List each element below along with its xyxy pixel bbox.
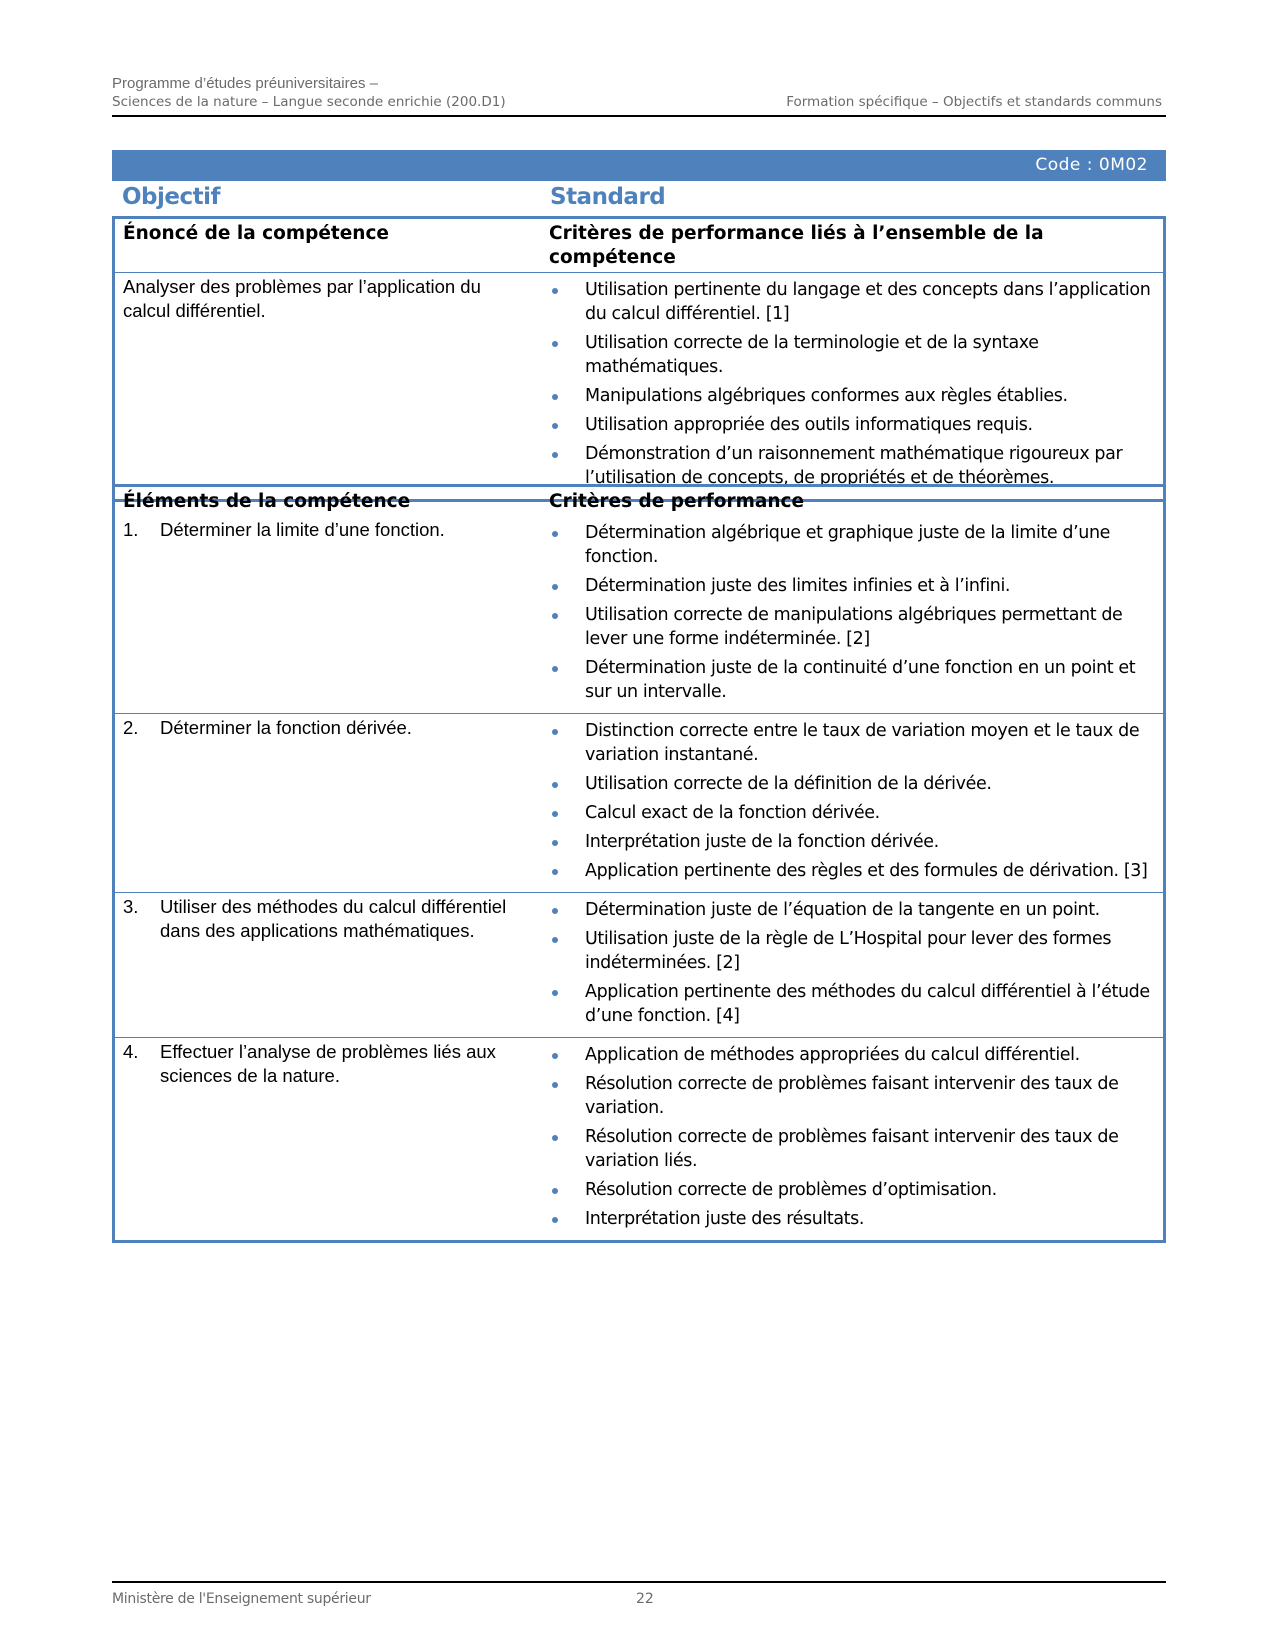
element-row [114,893,1165,1038]
element-row [114,1038,1165,1242]
criterion-item: Résolution correcte de problèmes faisant intervenir des taux de variation liés. [549,1125,1155,1173]
criterion-item: Interprétation juste de la fonction dérivée. [549,830,1155,854]
criterion-item: Interprétation juste des résultats. [549,1207,1155,1231]
header-program [112,74,506,112]
criterion-item: Distinction correcte entre le taux de variation moyen et le taux de variation instantané. [549,719,1155,767]
footer-ministry: Ministère de l'Enseignement supérieur [112,1591,371,1607]
criterion-item: Utilisation correcte de manipulations algébriques permettant de lever une forme indéterminée. [2] [549,603,1155,651]
criterion-item: Utilisation correcte de la définition de la dérivée. [549,772,1155,796]
competency-statement: Analyser des problèmes par l’application du calcul différentiel. [114,273,542,501]
criterion-item: Utilisation pertinente du langage et des concepts dans l’application du calcul différentiel. [1] [549,278,1155,326]
col-header-statement: Énoncé de la compétence [123,223,389,244]
element-row [114,516,1165,714]
criterion-item: Application pertinente des méthodes du calcul différentiel à l’étude d’une fonction. [4] [549,980,1155,1028]
element-text: Utiliser des méthodes du calcul différentiel dans des applications mathématiques. [160,896,507,941]
code-bar [112,150,1166,181]
col-header-elements: Éléments de la compétence [123,491,411,512]
competency-table [112,216,1166,502]
page-footer [112,1581,1166,1607]
criteria-list [549,1043,1155,1231]
criterion-item: Résolution correcte de problèmes faisant intervenir des taux de variation. [549,1072,1155,1120]
criterion-item: Détermination juste de l’équation de la tangente en un point. [549,898,1155,922]
criterion-item: Utilisation appropriée des outils informatiques requis. [549,413,1155,437]
element-text: Effectuer l’analyse de problèmes liés aux sciences de la nature. [160,1041,496,1086]
criteria-list [549,521,1155,704]
element-text: Déterminer la limite d’une fonction. [160,519,445,540]
criterion-item: Résolution correcte de problèmes d’optimisation. [549,1178,1155,1202]
col-header-criteria: Critères de performance [549,491,805,512]
criterion-item: Application pertinente des règles et des formules de dérivation. [3] [549,859,1155,883]
criterion-item: Calcul exact de la fonction dérivée. [549,801,1155,825]
page-header [112,74,1166,117]
header-line2: Sciences de la nature – Langue seconde enrichie (200.D1) [112,94,506,110]
criteria-list [549,719,1155,883]
element-number: 2. [123,717,139,738]
section-objectif: Objectif [122,184,221,210]
element-text: Déterminer la fonction dérivée. [160,717,412,738]
elements-table [112,484,1166,1243]
element-row [114,714,1165,893]
element-number: 3. [123,896,139,917]
criterion-item: Détermination algébrique et graphique juste de la limite d’une fonction. [549,521,1155,569]
global-criteria-list [549,278,1155,490]
criterion-item: Application de méthodes appropriées du calcul différentiel. [549,1043,1155,1067]
section-standard: Standard [550,184,666,210]
criterion-item: Utilisation correcte de la terminologie et de la syntaxe mathématiques. [549,331,1155,379]
criterion-item: Manipulations algébriques conformes aux règles établies. [549,384,1155,408]
element-number: 4. [123,1041,139,1062]
page-number: 22 [636,1591,654,1607]
header-right: Formation spécifique – Objectifs et standards communs [786,94,1162,110]
criterion-item: Utilisation juste de la règle de L’Hospital pour lever des formes indéterminées. [2] [549,927,1155,975]
element-number: 1. [123,519,139,540]
col-header-global-criteria: Critères de performance liés à l’ensemble de la compétence [549,223,1044,268]
competency-code: Code : 0M02 [1035,155,1148,175]
criterion-item: Détermination juste des limites infinies et à l’infini. [549,574,1155,598]
criteria-list [549,898,1155,1028]
criterion-item: Démonstration d’un raisonnement mathématique rigoureux par l’utilisation de concepts, de propriétés et de théorèmes. [549,442,1155,490]
header-line1: Programme d’études préuniversitaires – [112,75,378,92]
criterion-item: Détermination juste de la continuité d’une fonction en un point et sur un intervalle. [549,656,1155,704]
